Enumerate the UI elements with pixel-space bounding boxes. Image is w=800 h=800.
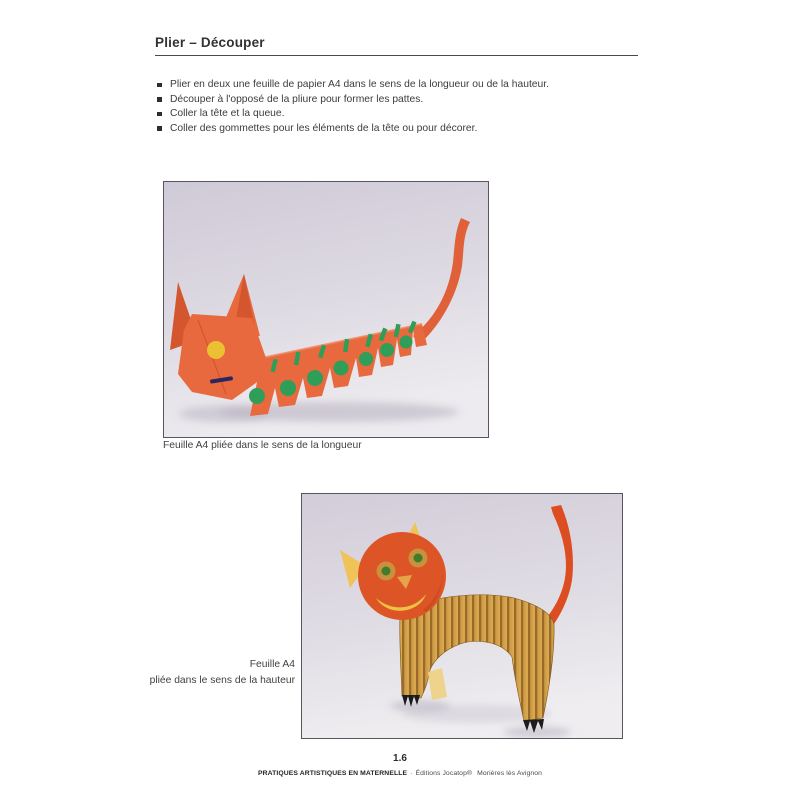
instruction-text: Plier en deux une feuille de papier A4 dans le sens de la longueur ou de la hauteur. [170, 79, 549, 90]
photo-cat-heightwise-image [302, 494, 622, 738]
page-title: Plier – Découper [155, 35, 265, 50]
instruction-text: Coller des gommettes pour les éléments de la tête ou pour décorer. [170, 122, 478, 134]
instruction-item [157, 93, 627, 108]
yellow-eye-sticker [207, 341, 225, 359]
photo-cat-lengthwise-image [164, 182, 488, 437]
photo2-caption-line2: pliée dans le sens de la hauteur [149, 675, 295, 686]
instruction-item [157, 122, 627, 137]
footer-separator: · [410, 770, 413, 777]
right-eye [409, 549, 428, 568]
instruction-list [157, 78, 627, 136]
head-circle [358, 532, 446, 620]
title-block [155, 35, 638, 56]
photo2-caption [75, 657, 295, 689]
footer-publisher: Éditions Jocatop® [415, 770, 473, 777]
square-bullet-icon [157, 97, 162, 102]
title-rule [155, 55, 638, 56]
page-number: 1.6 [393, 753, 407, 764]
footer-location: Morières lès Avignon [477, 770, 543, 777]
instruction-text: Découper à l'opposé de la pliure pour former les pattes. [170, 93, 424, 105]
square-bullet-icon [157, 83, 162, 88]
footer [0, 770, 800, 777]
instruction-item [157, 107, 627, 122]
left-eye [377, 562, 396, 581]
footer-series-title: PRATIQUES ARTISTIQUES EN MATERNELLE [257, 770, 408, 777]
instruction-item [157, 78, 627, 93]
square-bullet-icon [157, 126, 162, 131]
photo-cat-heightwise [301, 493, 623, 739]
square-bullet-icon [157, 112, 162, 117]
photo-cat-lengthwise [163, 181, 489, 438]
instruction-text: Coller la tête et la queue. [170, 108, 285, 120]
photo2-caption-line1: Feuille A4 [249, 659, 295, 670]
photo1-caption: Feuille A4 pliée dans le sens de la longueur [163, 440, 362, 451]
